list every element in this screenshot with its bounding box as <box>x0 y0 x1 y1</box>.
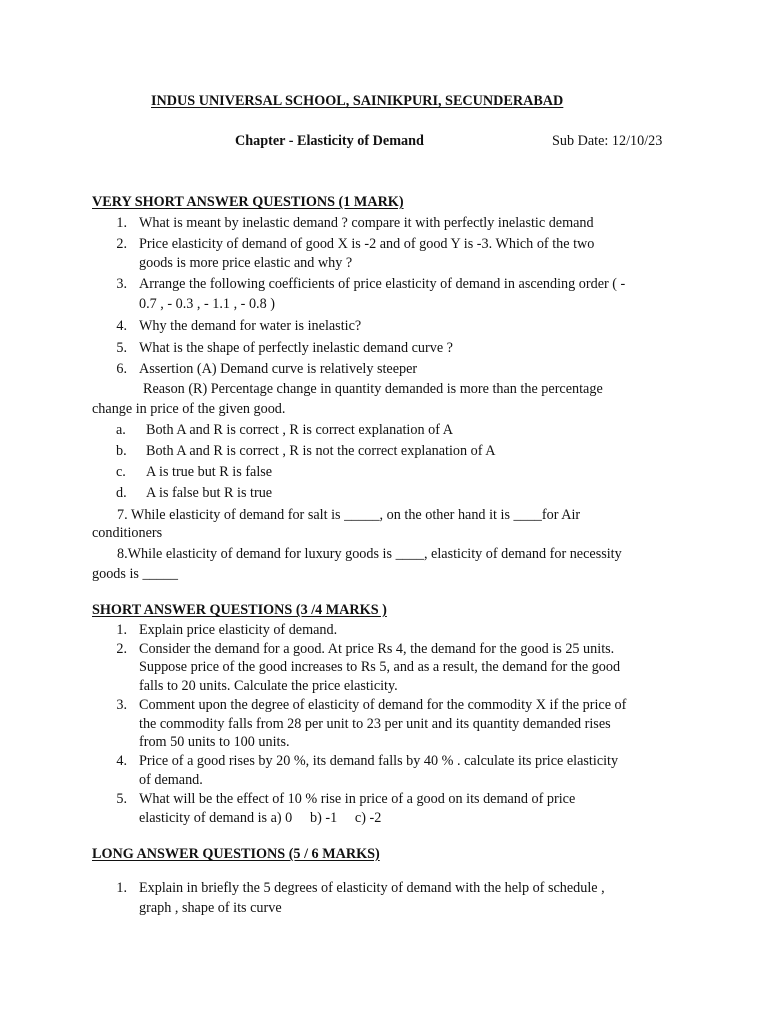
section-heading-short: SHORT ANSWER QUESTIONS (3 /4 MARKS ) <box>92 602 387 618</box>
option-label: c. <box>116 464 126 480</box>
question-text-line: Consider the demand for a good. At price Rs 4, the demand for the good is 25 units. <box>139 641 615 657</box>
question-text-line: from 50 units to 100 units. <box>139 734 290 750</box>
option-text: A is false but R is true <box>146 485 273 501</box>
option-text: A is true but R is false <box>146 464 273 480</box>
question-number: 1. <box>116 622 127 638</box>
section-heading-long: LONG ANSWER QUESTIONS (5 / 6 MARKS) <box>92 846 380 862</box>
question-number: 1. <box>116 215 127 231</box>
section-heading-very-short: VERY SHORT ANSWER QUESTIONS (1 MARK) <box>92 194 404 210</box>
question-text: What is the shape of perfectly inelastic demand curve ? <box>139 340 453 356</box>
question-text-line: Suppose price of the good increases to Rs 5, and as a result, the demand for the good <box>139 659 621 675</box>
question-number: 5. <box>116 791 127 807</box>
question-number: 4. <box>116 318 127 334</box>
assertion-text: Assertion (A) Demand curve is relatively steeper <box>139 361 418 377</box>
question-text-line: the commodity falls from 28 per unit to 23 per unit and its quantity demanded rises <box>139 716 611 732</box>
question-number: 4. <box>116 753 127 769</box>
question-text-line: graph , shape of its curve <box>139 900 282 916</box>
question-text-line: Explain in briefly the 5 degrees of elasticity of demand with the help of schedule , <box>139 880 605 896</box>
question-number: 3. <box>116 276 127 292</box>
option-label: a. <box>116 422 126 438</box>
question-text: What is meant by inelastic demand ? compare it with perfectly inelastic demand <box>139 215 594 231</box>
question-text-line: conditioners <box>92 525 163 541</box>
question-text-line: What will be the effect of 10 % rise in price of a good on its demand of price <box>139 791 576 807</box>
question-text-line: Arrange the following coefficients of price elasticity of demand in ascending order ( - <box>139 276 626 292</box>
question-text-line: of demand. <box>139 772 203 788</box>
submission-date: Sub Date: 12/10/23 <box>552 133 663 149</box>
question-number: 1. <box>116 880 127 896</box>
question-text-line: 7. While elasticity of demand for salt is _____, on the other hand it is ____for Air <box>117 507 581 523</box>
question-text-line: elasticity of demand is a) 0 b) -1 c) -2 <box>139 810 382 826</box>
question-number: 6. <box>116 361 127 377</box>
question-number: 2. <box>116 641 127 657</box>
question-text-line: 8.While elasticity of demand for luxury goods is ____, elasticity of demand for necessity <box>117 546 622 562</box>
question-text-line: goods is _____ <box>92 566 178 582</box>
option-text: Both A and R is correct , R is correct explanation of A <box>146 422 453 438</box>
question-text-line: Price of a good rises by 20 %, its demand falls by 40 % . calculate its price elasticity <box>139 753 619 769</box>
option-label: d. <box>116 485 127 501</box>
school-name: INDUS UNIVERSAL SCHOOL, SAINIKPURI, SECUNDERABAD <box>151 93 564 109</box>
question-number: 3. <box>116 697 127 713</box>
question-text-line: Price elasticity of demand of good X is -2 and of good Y is -3. Which of the two <box>139 236 595 252</box>
option-label: b. <box>116 443 127 459</box>
reason-text-line: Reason (R) Percentage change in quantity demanded is more than the percentage <box>143 381 603 397</box>
question-text-line: goods is more price elastic and why ? <box>139 255 353 271</box>
question-text-line: 0.7 , - 0.3 , - 1.1 , - 0.8 ) <box>139 296 275 312</box>
question-number: 2. <box>116 236 127 252</box>
question-text-line: Comment upon the degree of elasticity of demand for the commodity X if the price of <box>139 697 627 713</box>
question-text: Explain price elasticity of demand. <box>139 622 338 638</box>
question-number: 5. <box>116 340 127 356</box>
reason-text-line: change in price of the given good. <box>92 401 286 417</box>
question-text-line: falls to 20 units. Calculate the price elasticity. <box>139 678 398 694</box>
question-text: Why the demand for water is inelastic? <box>139 318 362 334</box>
option-text: Both A and R is correct , R is not the correct explanation of A <box>146 443 496 459</box>
chapter-title: Chapter - Elasticity of Demand <box>235 133 424 149</box>
